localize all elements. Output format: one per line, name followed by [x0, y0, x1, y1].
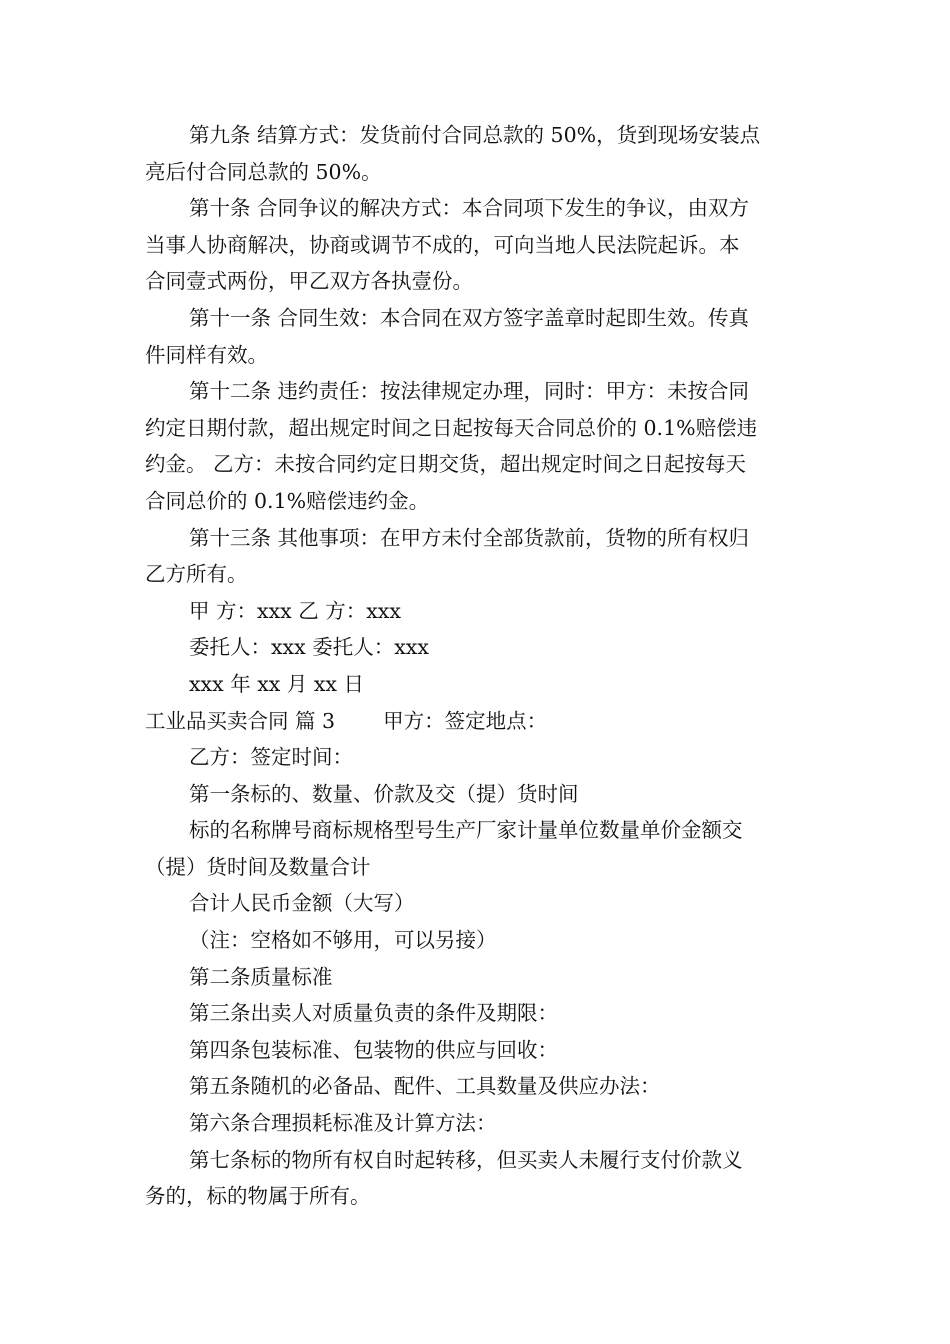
paragraph-line: 第一条标的、数量、价款及交（提）货时间	[189, 781, 579, 806]
section-title: 工业品买卖合同 篇 3	[145, 708, 336, 733]
paragraph-line: 第七条标的物所有权自时起转移，但买卖人未履行支付价款义	[189, 1147, 743, 1172]
paragraph-line: 第九条 结算方式：发货前付合同总款的 50%，货到现场安装点	[189, 123, 761, 147]
signature-line: 委托人：xxx 委托人：xxx	[189, 635, 429, 660]
paragraph-line: 务的，标的物属于所有。	[145, 1184, 371, 1209]
paragraph-line: 合同壹式两份，甲乙双方各执壹份。	[145, 269, 473, 294]
paragraph-line: 约定日期付款，超出规定时间之日起按每天合同总价的 0.1%赔偿违	[145, 415, 758, 440]
paragraph-line: 第十条 合同争议的解决方式：本合同项下发生的争议，由双方	[189, 196, 750, 221]
paragraph-line: 约金。 乙方：未按合同约定日期交货，超出规定时间之日起按每天	[145, 452, 747, 477]
paragraph-line: 第十一条 合同生效：本合同在双方签字盖章时起即生效。传真	[189, 305, 750, 330]
paragraph-line: 第五条随机的必备品、配件、工具数量及供应办法：	[189, 1074, 661, 1099]
party-a-location: 甲方：签定地点：	[383, 708, 548, 733]
document-body	[145, 117, 807, 1215]
paragraph-line: 第六条合理损耗标准及计算方法：	[189, 1111, 497, 1136]
paragraph-line: （注：空格如不够用，可以另接）	[189, 928, 497, 953]
paragraph-line: 亮后付合同总款的 50%。	[145, 159, 382, 184]
paragraph-line: 乙方：签定时间：	[189, 745, 353, 770]
signature-line: 甲 方：xxx 乙 方：xxx	[189, 598, 401, 623]
paragraph-line: 第二条质量标准	[189, 964, 333, 989]
paragraph-line: 乙方所有。	[145, 562, 248, 587]
paragraph-line: 第四条包装标准、包装物的供应与回收：	[189, 1037, 558, 1062]
date-line: xxx 年 xx 月 xx 日	[189, 671, 365, 696]
paragraph-line: 合同总价的 0.1%赔偿违约金。	[145, 488, 430, 513]
paragraph-line: 当事人协商解决，协商或调节不成的，可向当地人民法院起诉。本	[145, 232, 740, 257]
paragraph-line: 第三条出卖人对质量负责的条件及期限：	[189, 1001, 558, 1026]
paragraph-line: 合计人民币金额（大写）	[189, 891, 415, 916]
paragraph-line: 第十三条 其他事项：在甲方未付全部货款前，货物的所有权归	[189, 525, 750, 550]
paragraph-line: 标的名称牌号商标规格型号生产厂家计量单位数量单价金额交	[189, 818, 743, 843]
paragraph-line: 件同样有效。	[145, 342, 268, 367]
section-heading	[145, 703, 807, 740]
paragraph-line: 第十二条 违约责任：按法律规定办理，同时：甲方：未按合同	[189, 379, 750, 404]
paragraph-line: （提）货时间及数量合计	[145, 854, 371, 879]
